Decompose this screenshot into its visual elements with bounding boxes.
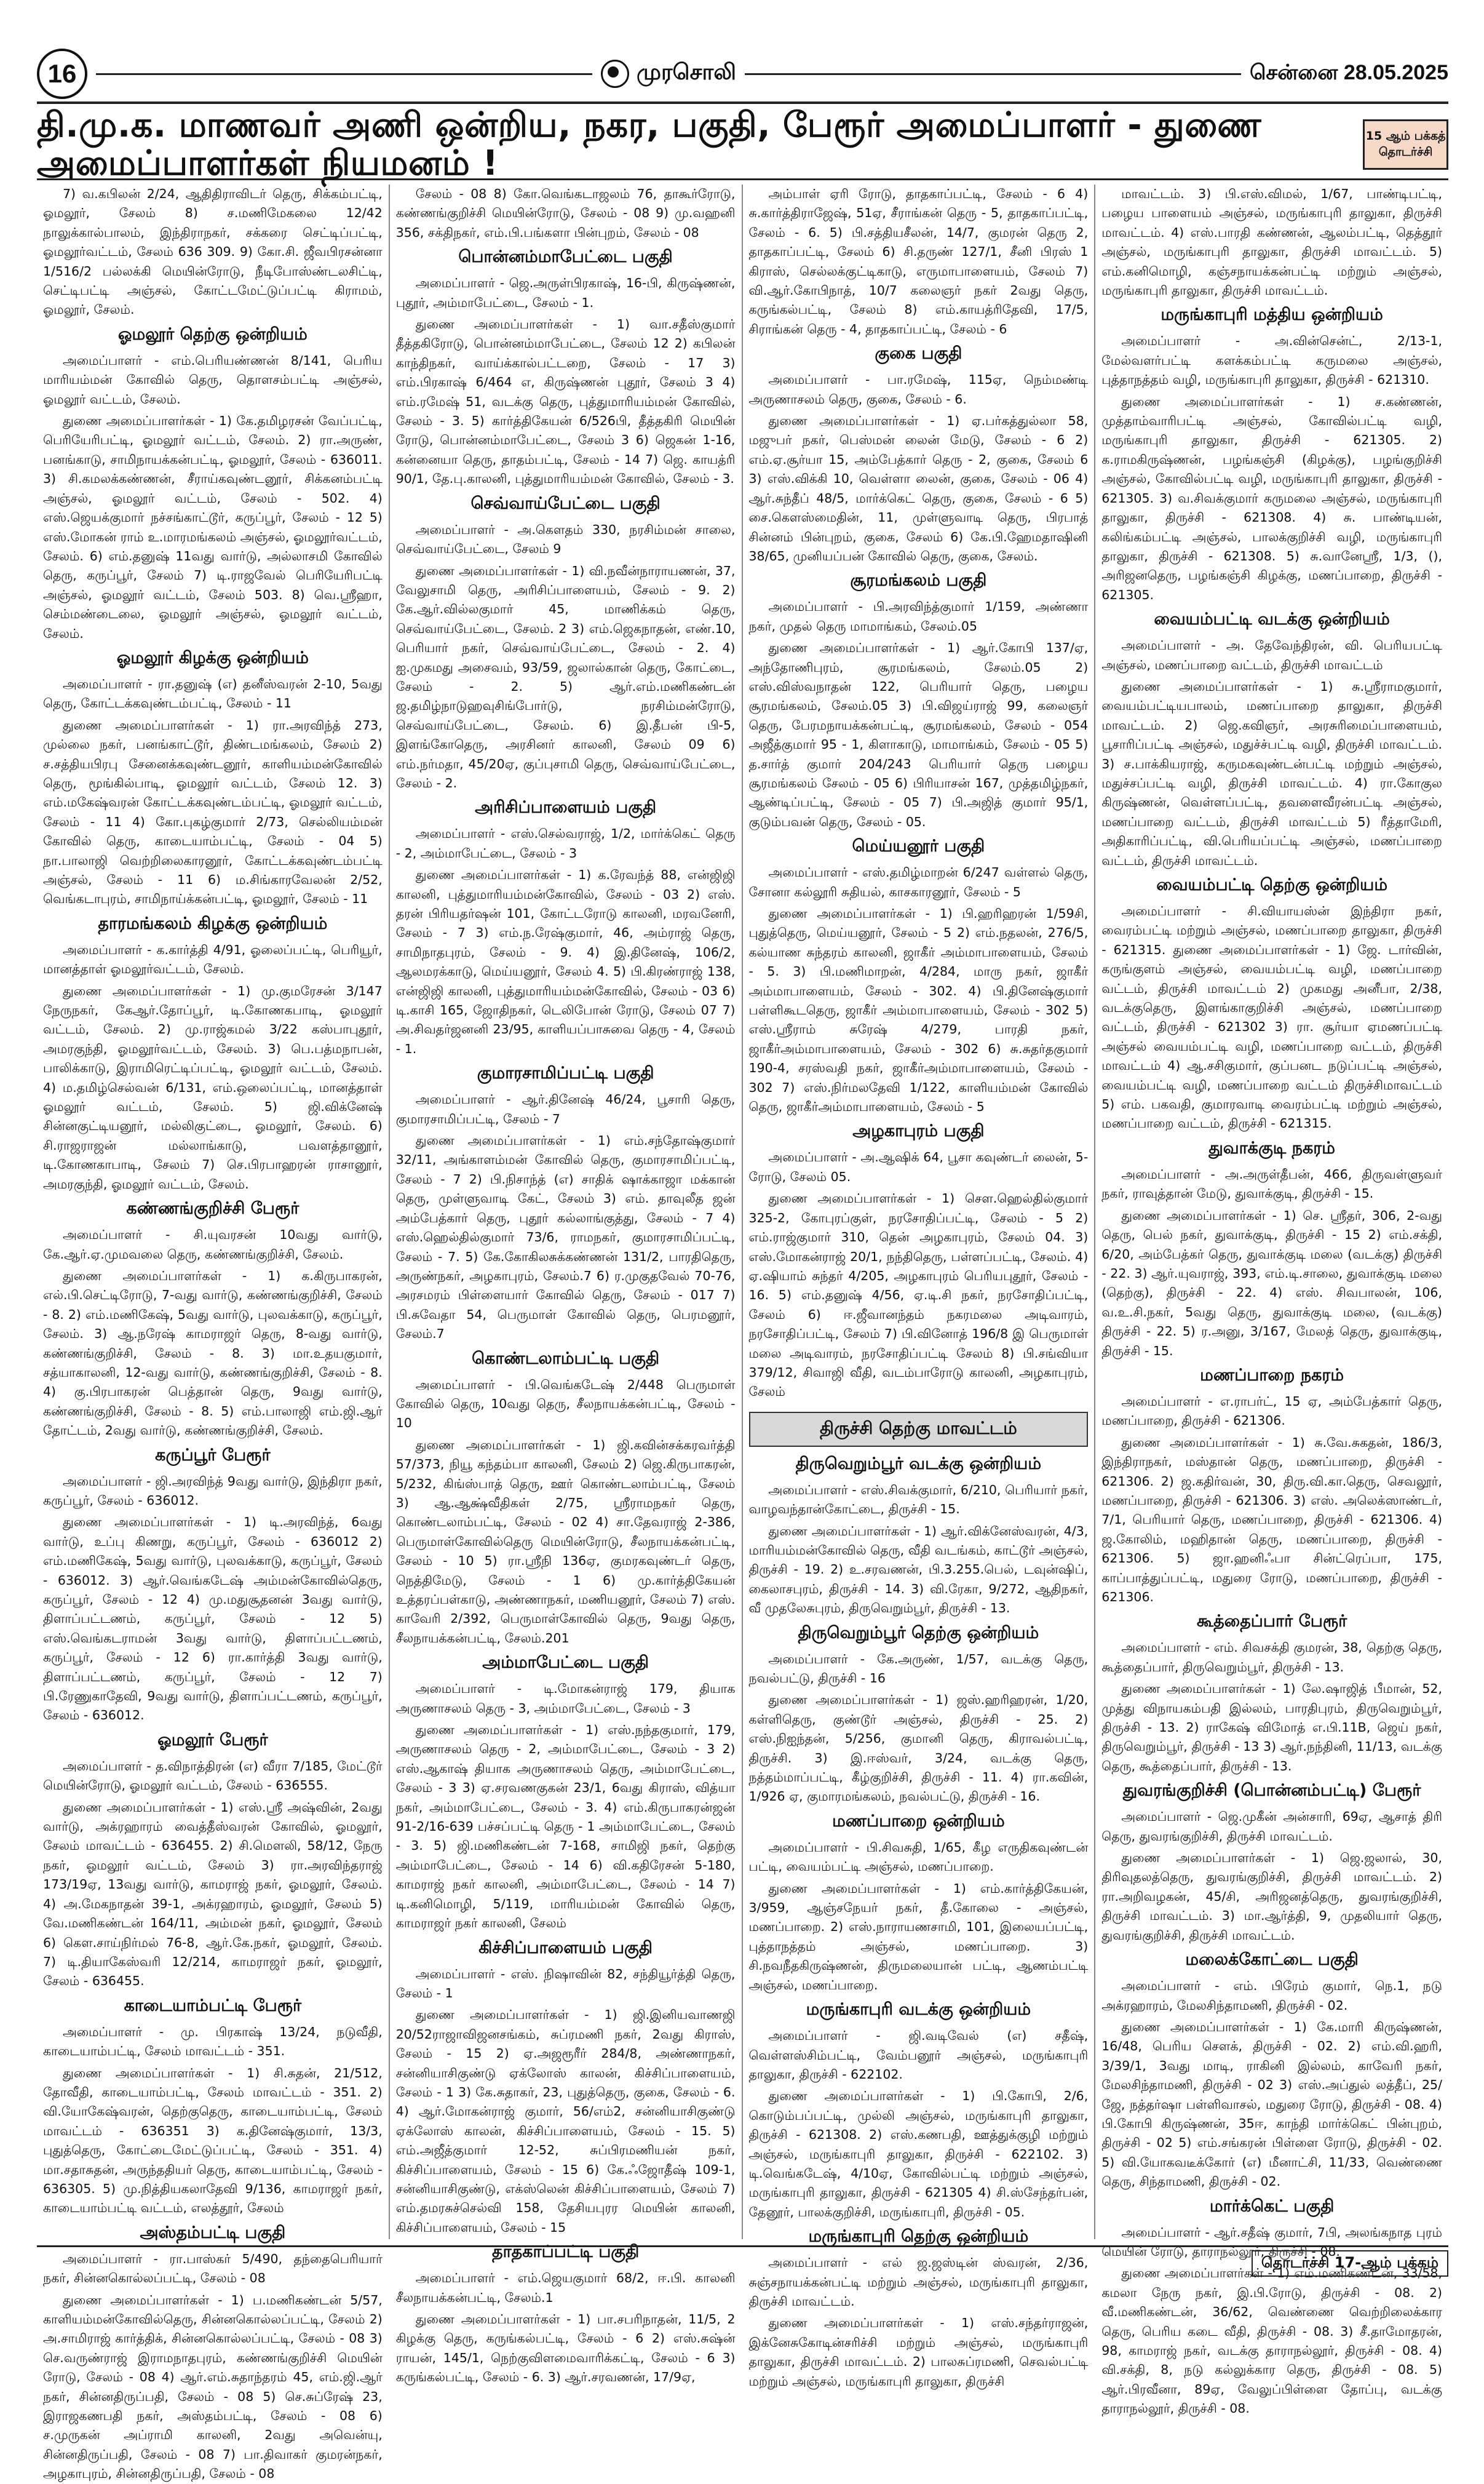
appointment-paragraph: அமைப்பாளர் - அ.கௌதம் 330, நரசிம்மன் சாலை, செவ்வாய்பேட்டை, சேலம் 9 [395, 522, 736, 557]
section-heading: காடையாம்பட்டி பேரூர் [124, 1996, 302, 2015]
appointment-paragraph: அமைப்பாளர் - மு. பிரகாஷ் 13/24, நடுவீதி, காடையாம்பட்டி, சேலம் மாவட்டம் - 351. [43, 2024, 383, 2059]
section-heading: செவ்வாய்பேட்டை பகுதி [470, 493, 661, 513]
continued-on-page: தொடர்ச்சி 17-ஆம் பக்கம் [1252, 2250, 1448, 2277]
appointment-paragraph: துணை அமைப்பாளர்கள் - 1) லே.ஷாஜித் பீமான், 52, முத்து விநாயகம்பதி இல்லம், பாரதிபுரம், திருவெறும்பூர், திருச்சி - 13. 2) ராகேஷ் விமோத் எ.பி.11B, ஜெய் நகர், திருவெறும்பூர், திருச்சி - 13 3) ஆர்.நந்தினி, 11/13, வடக்கு தெரு, கூத்தைப்பார், திருச்சி - 13. [1101, 1681, 1442, 1773]
section-heading: வையம்பட்டி வடக்கு ஒன்றியம் [1154, 610, 1390, 629]
appointment-paragraph: அமைப்பாளர் - ஆர்.தினேஷ் 46/24, பூசாரி தெரு, குமாரசாமிப்பட்டி, சேலம் - 7 [395, 1092, 736, 1126]
section-heading: வையம்பட்டி தெற்கு ஒன்றியம் [1156, 875, 1388, 894]
footer-row [37, 2245, 1448, 2272]
section-heading: திருவெறும்பூர் தெற்கு ஒன்றியம் [798, 1623, 1039, 1642]
section-heading: ஓமலூர் தெற்கு ஒன்றியம் [117, 324, 308, 344]
appointment-paragraph: அமைப்பாளர் - அ.அருள்தீபன், 466, திருவள்ளுவர் நகர், ராவுத்தான் மேடு, துவாக்குடி, திருச்சி - 15. [1101, 1166, 1442, 1201]
appointment-paragraph: துணை அமைப்பாளர்கள் - 1) ஜி.கவின்சக்கரவர்த்தி 57/373, நியூ கந்தம்பா காலனி, சேலம் 2) ஜெ.கிருபாகரன், 5/232, கிங்ஸ்பாத் தெரு, ஊர் கொண்டலாம்பட்டி, சேலம் 3) ஆ.ஆக்ஷ்வீதிகள் 2/75, ஸ்ரீராமநகர் தெரு, கொண்டலாம்பட்டி, சேலம் - 02 4) சா.தேவராஜ் 2-386, பெருமாள்கோவில்தெரு மெயின்ரோடு, சீலநாயக்கன்பட்டி, சேலம் - 10 5) ரா.ஸ்ரீநி 136ஏ, குமரகவுண்டர் தெரு, நெத்திமேடு, சேலம் - 1 6) மு.கார்த்திகேயன் உத்தரப்பள்காடு, அண்ணாநகர், மணியனூர், சேலம் 7) எஸ். காவேரி 2/392, பெருமாள்கோவில் தெரு, 9வது தெரு, சீலநாயக்கன்பட்டி, சேலம்.201 [395, 1437, 736, 1646]
appointment-paragraph: துணை அமைப்பாளர்கள் - 1) ஜெ.ஜலால், 30, திரிவுதலத்தெரு, துவரங்குறிச்சி, திருச்சி மாவட்டம். 2) ரா.அறிவழகன், 45/சி, அரிஜனத்தெரு, துவரங்குறிச்சி, திருச்சி மாவட்டம். 3) மா.ஆர்த்தி, 9, முதலியார் தெரு, துவரங்குறிச்சி, திருச்சி மாவட்டம். [1101, 1850, 1442, 1943]
appointment-paragraph: துணை அமைப்பாளர்கள் - 1) பி.கோபி, 2/6, கொடும்பப்பட்டி, முல்லி அஞ்சல், மருங்காபுரி தாலுகா, திருச்சி - 621308. 2) எஸ்.கணபதி, ஊத்துக்குழி மற்றும் அஞ்சல், மருங்காபுரி தாலுகா, திருச்சி - 622102. 3) டி.வெங்கடேஷ், 4/10ஏ, கோவில்பட்டி மற்றும் அஞ்சல், மருங்காபுரி தாலுகா, திருச்சி - 621305 4) சி.ஸ்சேந்தர்பன், தேனூர், பாலக்குறிச்சி, மருங்காபுரி, திருச்சி - 05. [748, 2088, 1089, 2219]
section-heading: மருங்காபுரி தெற்கு ஒன்றியம் [808, 2227, 1029, 2247]
section-heading: கருப்பூர் பேரூர் [155, 1445, 271, 1465]
appointment-paragraph: அமைப்பாளர் - எஸ்.செல்வராஜ், 1/2, மார்க்கெட் தெரு - 2, அம்மாபேட்டை, சேலம் - 3 [395, 826, 736, 861]
section-heading: குமாரசாமிப்பட்டி பகுதி [477, 1064, 654, 1083]
headline-row [37, 105, 1448, 183]
appointment-paragraph: அமைப்பாளர் - எம்.ஜெயகுமார் 68/2, ஈ.பி. காலனி சீலநாயக்கன்பட்டி, சேலம்.1 [395, 2271, 736, 2305]
appointment-paragraph: அமைப்பாளர் - அ.ஆஷிக் 64, பூசா கவுண்டர் லைன், 5-ரோடு, சேலம் 05. [748, 1150, 1089, 1184]
appointment-paragraph: துணை அமைப்பாளர்கள் - 1) ப.மணிகண்டன் 5/57, காளியம்மன்கோவில்தெரு, சின்னகொல்லப்பட்டி, சேலம் 2) அ.சாமிராஜ் கார்த்திக், சின்னகொல்லப்பட்டி, சேலம் - 08 3) செ.வருண்ராஜ் இராமநாதபுரம், கண்ணங்குறிச்சி மெயின் ரோடு, சேலம் - 08 4) ஆர்.எம்.சுதாந்தரம் 45, எம்.ஜி.ஆர் நகர், சின்னதிருப்பதி, சேலம் - 08 5) செ.சுப்ரேஷ் 23, இராஜகணபதி நகர், அஸ்தம்பட்டி, சேலம் - 08 6) ச.முருகன் அப்ராமி காலனி, 2வது அவென்யு, சின்னதிருப்பதி, சேலம் - 08 7) பா.திவாகர் குமரன்நகர், அழகாபுரம், சின்னதிருப்பதி, சேலம் - 08 [43, 2292, 383, 2482]
section-heading: பொன்னம்மாபேட்டை பகுதி [458, 247, 673, 267]
masthead-rule-right [745, 73, 1241, 75]
section-heading: மலைக்கோட்டை பகுதி [1185, 1950, 1359, 1970]
dateline: சென்னை 28.05.2025 [1249, 60, 1448, 84]
appointment-paragraph: அமைப்பாளர் - எஸ். நிஷாவின் 82, சந்தியூர்த்தி தெரு, சேலம் - 1 [395, 1966, 736, 2000]
appointment-paragraph: துணை அமைப்பாளர்கள் - 1) எம்.சந்தோஷ்குமார் 32/11, அங்காளம்மன் கோவில் தெரு, குமாரசாமிப்பட்டி, சேலம் - 7 2) பி.நிசாந்த் (எ) சாதிக் ஷாக்காஜா மக்கான் தெரு, முள்ளுவாடி கேட், சேலம் 3) எம். தாவுலீத ஜன் அம்பேத்கார் தெரு, புதூர் கல்லாங்குத்து, சேலம் - 7 4) எஸ்.ஹெல்தில்குமார் 73/6, ராமநகர், குமாரசாமிப்பட்டி, சேலம் - 7. 5) கே.கோகிலசுக்கண்ணன் 131/2, பாரதிதெரு, அருண்நகர், அழகாபுரம், சேலம்.7 6) ர.முகுதவேல் 70-76, அரசமரம் பிள்ளையார் கோவில் தெரு, சேலம் - 017 7) பி.சுவேதா 54, பெருமாள் கோவில் தெரு, பெரமனூர், சேலம்.7 [395, 1133, 736, 1342]
appointment-paragraph: அமைப்பாளர் - பி.வெங்கடேஷ் 2/448 பெருமாள் கோவில் தெரு, 10வது தெரு, சீலநாயக்கன்பட்டி, சேலம் - 10 [395, 1377, 736, 1431]
article-column-2 [390, 185, 743, 2385]
appointment-paragraph: அமைப்பாளர் - ஜி.வடிவேல் (எ) சதீஷ், வெள்ளஸ்சிம்பட்டி, வேம்பனூர் அஞ்சல், மருங்காபுரி தாலுகா, திருச்சி - 622102. [748, 2028, 1089, 2082]
appointment-paragraph: துணை அமைப்பாளர்கள் - 1) ச.கண்ணன், முத்தாம்வாரிபட்டி அஞ்சல், கோவில்பட்டி வழி, மருங்காபுரி தாலுகா, திருச்சி - 621305. 2) க.ராமகிருஷ்ணன், பழங்கஞ்சி (கிழக்கு), பழங்குறிச்சி அஞ்சல், கோவில்பட்டி வழி, மருங்காபுரி தாலுகா, திருச்சி - 621305. 3) வ.சிவக்குமார் கருமலை அஞ்சல், மருங்காபுரி தாலுகா, திருச்சி - 621308. 4) சு. பாண்டியன், கலிங்கம்பட்டி அஞ்சல், பாலக்குறிச்சி வழி, மருங்காபுரி தாலுகா, திருச்சி - 621308. 5) சு.வானேஸ்ரீ, 1/3, (), அரிஜனதெரு, பழங்கஞ்சி கிழக்கு, மணப்பாறை, திருச்சி - 621305. [1101, 394, 1442, 602]
appointment-paragraph: சேலம் - 08 8) கோ.வெங்கடாஜலம் 76, தாகூர்ரோடு, கண்ணங்குறிச்சி மெயின்ரோடு, சேலம் - 08 9) மு.வஹனி 356, சக்திநகர், எம்.பி.பங்களா பின்புறம், சேலம் - 08 [395, 186, 736, 240]
appointment-paragraph: அமைப்பாளர் - எம். பிரேம் குமார், நெ.1, நடு அக்ரஹாரம், மேலசிந்தாமணி, திருச்சி - 02. [1101, 1978, 1442, 2013]
appointment-paragraph: துணை அமைப்பாளர்கள் - 1) வி.நவீன்நாராயணன், 37, வேலுசாமி தெரு, அரிசிப்பாளையம், சேலம் - 9. 2) கே.ஆர்.வில்லகுமார் 45, மாணிக்கம் தெரு, செவ்வாய்பேட்டை, சேலம். 2 3) எம்.ஜெகநாதன், எண்.10, பெரியார் நகர், செவ்வாய்பேட்டை, சேலம் - 2. 4) ஐ.முகமது அசைவம், 93/59, ஜலால்கான் தெரு, கோட்டை, சேலம் - 2. 5) ஆர்.எம்.மணிகண்டன் ஜ.தமிழ்நாடுஹவுசிங்போர்டு, நரசிம்மன்ரோடு, செவ்வாய்பேட்டை, சேலம். 6) இ.தீபன் பி-5, இளங்கோதெரு, அரசினர் காலனி, சேலம் 09 6) எம்.நர்மதா, 45/20ஏ, குப்புசாமி தெரு, செவ்வாய்பேட்டை, சேலம் - 2. [395, 563, 736, 790]
appointment-paragraph: துணை அமைப்பாளர்கள் - 1) ஏ.பர்கத்துல்லா 58, மஜுபர் நகர், பெஸ்மன் லைன் மேடு, சேலம் - 6 2) எம்.ஏ.சூர்யா 15, அம்பேத்கார் தெரு - 2, குகை, சேலம் 6 3) எஸ்.விக்கி 10, வெள்ளா லைன், குகை, சேலம் - 06 4) ஆர்.சுந்தீப் 48/5, மார்க்கெட் தெரு, குகை, சேலம் - 6 5) சை.கௌஸ்மைதின், 11, முள்ளுவாடி தெரு, பிரபாத் சின்னம் பின்புறம், குகை, சேலம் 6) கே.பி.ஹேமதாஷினி 38/65, முனியப்பன் கோவில் தெரு, குகை, சேலம். [748, 413, 1089, 563]
continuation-line-1: 15 ஆம் பக்கத் [1365, 129, 1446, 143]
masthead-rule-left [96, 73, 592, 75]
appointment-paragraph: அமைப்பாளர் - சி.வியாயஸ்ன் இந்திரா நகர், வைரம்பட்டி மற்றும் அஞ்சல், மணப்பாறை தாலுகா, திருச்சி - 621315. துணை அமைப்பாளர்கள் - 1) ஜே. டார்வின், கருங்குளம் அஞ்சல், வையம்பட்டி வழி, மணப்பாறை வட்டம், திருச்சி மாவட்டம் 2) முகமது அனீபா, 2/38, வடக்குதெரு, இளங்காகுறிச்சி அஞ்சல், மணப்பாறை வட்டம், திருச்சி - 621302 3) ரா. சூர்யா ஏமணப்பட்டி அஞ்சல் வையம்பட்டி வழி, மணப்பாறை வட்டம், திருச்சி மாவட்டம் 4) ஆ.சசிகுமார், குப்பனட நடுப்பட்டி அஞ்சல், வையம்பட்டி வழி, மணப்பாறை வட்டம் திருச்சிமாவட்டம் 5) எம். பகவதி, குமாரவாடி வைரம்பட்டி மற்றும் அஞ்சல், மணப்பாறை வட்டம், திருச்சி - 621315. [1101, 904, 1442, 1131]
section-heading: மருங்காபுரி வடக்கு ஒன்றியம் [806, 2000, 1031, 2020]
appointment-paragraph: துணை அமைப்பாளர்கள் - 1) ரா.அரவிந்த் 273, முல்லை நகர், பனங்காட்டூர், திண்டமங்கலம், சேலம் 2) ச.சத்தியபிரபு சேனைக்கவுண்டனூர், காளியம்மன்கோவில் தெரு, மூங்கில்பாடி, ஓமலூர் வட்டம், சேலம் 12. 3) எம்.மகேஷ்வரன் கோட்டக்கவுண்டம்பட்டி, ஓமலூர் வட்டம், சேலம் - 11 4) கோ.புகழ்குமார் 2/73, செல்லியம்மன் கோவில் தெரு, காடையாம்பட்டி, சேலம் - 04 5) நா.பாலாஜி வெற்றிலைகாரனூர், கோட்டக்கவுண்டம்பட்டி அஞ்சல், சேலம் - 11 6) ம.சிங்காரவேலன் 2/52, வெங்கடாபுரம், சாமிநாய்க்கன்பட்டி, ஓமலூர், சேலம் - 11 [43, 717, 383, 907]
section-heading: கிச்சிப்பாளையம் பகுதி [478, 1938, 653, 1957]
masthead-brand [601, 60, 736, 88]
section-heading: சூரமங்கலம் பகுதி [850, 571, 987, 591]
appointment-paragraph: துணை அமைப்பாளர்கள் - 1) ஜி.இனியவாணஜி 20/52ராஜாவிஜனசங்கம், சுப்ரமணி நகர், 2வது கிராஸ், சேலம் - 15 2) ஏ.அஜரூரீர் 284/8, அண்ணாநகர், சன்னியாசிகுண்டு ஏக்லோஸ் காலன், கிச்சிப்பாளையம், சேலம் - 1 3) கே.சுதாகர், 23, புதுத்தெரு, குகை, சேலம் - 6. 4) ஆர்.மோகன்ராஜ் குமார், 56/எம்2, சன்னியாசிகுண்டு ஏக்லோஸ் காலன், கிச்சிப்பாளையம், சேலம் - 15. 5) எம்.அஜீத்குமார் 12-52, சுப்பிரமணியன் நகர், கிச்சிப்பாளையம், சேலம் - 15 6) கே.ஃஜோதீஷ் 109-1, சன்னியாசிகுண்டு, எக்ஸ்லென் கிச்சிப்பாளையம், சேலம் 7) எம்.தமரசுச்செல்வி 158, தேசியபுரர மெயின் காலனி, கிச்சிப்பாளையம், சேலம் - 15 [395, 2007, 736, 2235]
appointment-paragraph: அமைப்பாளர் - ரா.பாஸ்கர் 5/490, தந்தைபெரியார் நகர், சின்னகொல்லப்பட்டி, சேலம் - 08 [43, 2251, 383, 2286]
section-heading: துவாக்குடி நகரம் [1208, 1138, 1335, 1158]
section-heading: அஸ்தம்பட்டி பகுதி [140, 2223, 286, 2242]
appointment-paragraph: துணை அமைப்பாளர்கள் - 1) க.கிருபாகரன், எல்.பி.செட்டிரோடு, 7-வது வார்டு, கண்ணங்குறிச்சி, சேலம் - 8. 2) எம்.மணிகேஷ், 5வது வார்டு, புலவக்காடு, கருப்பூர், சேலம். 3) ஆ.நரேஷ் காமராஜர் தெரு, 8-வது வார்டு, கண்ணங்குறிச்சி, சேலம் - 8. 3) மா.உதயகுமார், சத்யாகாலனி, 12-வது வார்டு, கண்ணங்குறிச்சி, சேலம் - 8. 4) கு.பிரபாகரன் பெத்தான் தெரு, 9வது வார்டு, கண்ணங்குறிச்சி, சேலம் - 8. 5) எம்.பாலாஜி எம்.ஜி.ஆர் தோட்டம், 2வது வார்டு, கண்ணங்குறிச்சி, சேலம். [43, 1268, 383, 1438]
appointment-paragraph: அமைப்பாளர் - எஸ்.சிவக்குமார், 6/210, பெரியார் நகர், வாழவந்தான்கோட்டை, திருச்சி - 15. [748, 1482, 1089, 1517]
main-headline: தி.மு.க. மாணவர் அணி ஒன்றிய, நகர, பகுதி, பேரூர் அமைப்பாளர் - துணை அமைப்பாளர்கள் நியமனம் ! [37, 105, 1261, 183]
page-number: 16 [37, 49, 87, 99]
continuation-line-2: தொடர்ச்சி [1378, 145, 1433, 159]
appointment-paragraph: அமைப்பாளர் - பி.சிவசுதி, 1/65, கீழ எருதிகவுண்டன் பட்டி, வையம்பட்டி அஞ்சல், மணப்பாறை. [748, 1839, 1089, 1874]
appointment-paragraph: அமைப்பாளர் - எ.ராபர்ட், 15 ஏ, அம்பேத்கார் தெரு, மணப்பாறை, திருச்சி - 621306. [1101, 1393, 1442, 1428]
newspaper-logo-icon [601, 60, 629, 88]
section-heading: அம்மாபேட்டை பகுதி [482, 1653, 649, 1673]
appointment-paragraph: துணை அமைப்பாளர்கள் - 1) பி.ஹரிஹரன் 1/59சி, புதுத்தெரு, மெய்யனூர், சேலம் - 5 2) எம்.நதலன், 276/5, கல்யாண சுந்தரம் காலனி, ஜாகீர் அம்மாபாளையம், சேலம் - 5. 3) பி.மணிமாறன், 4/284, மாரு நகர், ஜாகீர் அம்மாபாளையம், சேலம் - 302. 4) பி.தினேஷ்குமார் பள்ளிகூடதெரு, ஜாகீர் அம்மாபாளையம், சேலம் - 302 5) எஸ்.ஸ்ரீராம் சுரேஷ் 4/279, பாரதி நகர், ஜாகீர்அம்மாபாளையம், சேலம் - 302 6) சு.சுதர்தகுமார் 190-4, சரஸ்வதி நகர், ஜாகீர்அம்மாபாளையம், சேலம் - 302 7) எஸ்.நிர்மலதேவி 1/122, காளியம்மன் கோவில் தெரு, ஜாகீர்அம்மாபாளையம், சேலம் - 5 [748, 906, 1089, 1115]
district-heading: திருச்சி தெற்கு மாவட்டம் [749, 1412, 1089, 1447]
section-heading: தாரமங்கலம் கிழக்கு ஒன்றியம் [98, 914, 328, 933]
appointment-paragraph: துணை அமைப்பாளர்கள் - 1) ஜஸ்.ஹரிஹரன், 1/20, கள்ளிதெரு, குண்டூர் அஞ்சல், திருச்சி - 25. 2) எஸ்.நிஐந்தன், 5/256, குமானி தெரு, கிராவல்பட்டி, திருச்சி. 3) இ.ஈஸ்வர், 3/24, வடக்கு தெரு, நத்தம்மாப்பட்டி, கீழ்குறிச்சி, திருச்சி - 11. 4) ரா.கவின், 1/926 ஏ, குமாரமங்கலம், நவல்பட்டு, திருச்சி - 16. [748, 1692, 1089, 1804]
section-heading: மருங்காபுரி மத்திய ஒன்றியம் [1161, 305, 1383, 325]
appointment-paragraph: துணை அமைப்பாளர்கள் - 1) சௌ.ஹெல்தில்குமார் 325-2, கோபுரப்குள், நரசோதிப்பட்டி, சேலம் - 5 2) எம்.ராஜ்குமார் 310, தென் அழகாபுரம், சேலம் 04. 3) எஸ்.மோகன்ராஜ் 20/1, நந்திதெரு, பள்ளப்பட்டி, சேலம். 4) ஏ.ஷியாம் சுந்தர் 4/205, அழகாபுரம் பெரியபுதூர், சேலம் - 16. 5) எம்.தனுஷ் 4/56, ஏ.டி.சி நகர், நரசோதிப்பட்டி, சேலம் 6) ஈ.ஜீவானந்தம் நகரமலை அடிவாரம், நரசோதிப்பட்டி, சேலம் 7) பி.வினோத் 196/8 இ பெருமாள் மலை அடிவாரம், நரசோதிப்பட்டி சேலம் 8) பி.சங்வியா 379/12, சிவாஜி வீதி, வடம்பாரோடு காலனி, அழகாபுரம், சேலம் [748, 1191, 1089, 1399]
section-heading: தாதகாப்பட்டி பகுதி [491, 2242, 640, 2262]
appointment-paragraph: அமைப்பாளர் - எம். சிவசக்தி குமரன், 38, தெற்கு தெரு, கூத்தைப்பார், திருவெறும்பூர், திருச்சி - 13. [1101, 1640, 1442, 1674]
appointment-paragraph: துணை அமைப்பாளர்கள் - 1) சி.சுதன், 21/512, தோவீதி, காடையாம்பட்டி, சேலம் மாவட்டம் - 351. 2) வி.யோகேஷ்வரன், தெற்குதெரு, காடையாம்பட்டி, சேலம் மாவட்டம் - 636351 3) க.தினேஷ்குமார், 13/3, புதுத்தெரு, கோட்டைமேட்டுப்பட்டி, சேலம் - 351. 4) மா.சதாசுதன், அருந்ததியர் தெரு, காடையாம்பட்டி, சேலம் - 636305. 5) மு.நித்தியகலாதேவி 9/136, காமராஜர் நகர், காடையாம்பட்டி வட்டம், எலத்தூர், சேலம் [43, 2065, 383, 2216]
appointment-paragraph: அமைப்பாளர் - எஸ்.தமிழ்மாறன் 6/247 வள்ளல் தெரு, சோனா கல்லூரி சுதியல், காசகாரனூர், சேலம் - 5 [748, 865, 1089, 899]
appointment-paragraph: துணை அமைப்பாளர்கள் - 1) செ. ஸ்ரீதர், 306, 2-வது தெரு, பெல் நகர், துவாக்குடி, திருச்சி - 15 2) எம்.சக்தி, 6/20, அம்பேத்கர் தெரு, துவாக்குடி மலை (வடக்கு) திருச்சி - 22. 3) ஆர்.யுவராஜ், 393, எம்.டி.சாலை, துவாக்குடி மலை (தெற்கு), திருச்சி - 22. 4) எஸ். சிவபாலன், 106, வ.உ.சி.நகர், 5வது தெரு, துவாக்குடி மலை, (வடக்கு) திருச்சி - 22. 5) ர.அனு, 3/167, மேலத் தெரு, துவாக்குடி, திருச்சி - 15. [1101, 1208, 1442, 1358]
section-heading: திருவெறும்பூர் வடக்கு ஒன்றியம் [795, 1454, 1042, 1473]
appointment-paragraph: அமைப்பாளர் - பா.ரமேஷ், 115ஏ, நெம்மண்டி அருணாசலம் தெரு, குகை, சேலம் - 6. [748, 372, 1089, 407]
appointment-paragraph: துணை அமைப்பாளர்கள் - 1) ஆர்.விக்னேஸ்வரன், 4/3, மாரியம்மன்கோவில் தெரு, வீதி வடங்கம், காட்டூர் அஞ்சல், திருச்சி - 19. 2) உ.சரவணன், பி.3.255.பெல், டவுன்ஷிப், கைலாசபுரம், திருச்சி - 14. 3) வி.ரேகா, 9/272, ஆதிநகர், வீ முதலேசுபுரம், திருவெறும்பூர், திருச்சி - 13. [748, 1523, 1089, 1616]
appointment-paragraph: அமைப்பாளர் - க.கார்த்தி 4/91, ஓலைப்பட்டி, பெரியூர், மானத்தாள் ஓமலூர்வட்டம், சேலம். [43, 942, 383, 977]
appointment-paragraph: 7) வ.கபிலன் 2/24, ஆதிதிராவிடர் தெரு, சிக்கம்பட்டி, ஓமலூர், சேலம் 8) ச.மணிமேகலை 12/42 நாலுக்கால்பாலம், இந்திராநகர், சக்கரை செட்டிப்பட்டி, ஓமலூர்வட்டம், சேலம் 636 309. 9) கோ.சி. ஜீவபிரசன்னா 1/516/2 பல்லக்கி மெயின்ரோடு, நீடிபோஸ்ண்டலசிட்டி, செட்டிபட்டி அஞ்சல், கோட்டமேட்டுப்பட்டி கிராமம், ஓமலூர், சேலம். [43, 186, 383, 317]
appointment-paragraph: அமைப்பாளர் - கே.அருண், 1/57, வடக்கு தெரு, நவல்பட்டு, திருச்சி - 16 [748, 1651, 1089, 1686]
appointment-paragraph: துணை அமைப்பாளர்கள் - 1) டி.அரவிந்த், 6வது வார்டு, உப்பு கிணறு, கருப்பூர், சேலம் - 636012 2) எம்.மணிகேஷ், 5வது வார்டு, புலவக்காடு, கருப்பூர், சேலம் - 636012. 3) ஆர்.வெங்கடேஷ் அம்மன்கோவில்தெரு, கருப்பூர், சேலம் - 12 4) மு.மதுசூதனன் 3வது வார்டு, திளாப்பட்டணம், கருப்பூர், சேலம் - 12 5) எஸ்.வெங்கடராமன் 3வது வார்டு, திளாப்பட்டணம், கருப்பூர், சேலம் - 12 6) ரா.கார்த்தி 3வது வார்டு, திளாப்பட்டணம், கருப்பூர், சேலம் - 12 7) பி.ரேணுகாதேவி, 9வது வார்டு, திளாப்பட்டணம், கருப்பூர், சேலம் - 636012. [43, 1515, 383, 1723]
article-column-1 [37, 185, 390, 2482]
appointment-paragraph: துணை அமைப்பாளர்கள் - 1) கே.தமிழரசன் வேப்பட்டி, பெரியேரிபட்டி, ஓமலூர் வட்டம், சேலம். 2) ரா.அருண், பனங்காடு, சாமிநாயக்கன்பட்டி, ஓமலூர், சேலம் - 636011. 3) சி.கமலக்கண்ணன், சீராய்கவுண்டனூர், சிக்கனம்பட்டி அஞ்சல், ஓமலூர் வட்டம், சேலம் - 502. 4) எஸ்.ஜெயக்குமார் நச்சங்காட்டூர், கருப்பூர், சேலம் - 12 5) எஸ்.மோகன் ராம் உ.மாரமங்கலம் அஞ்சல், ஓமலூர்வட்டம், சேலம். 6) எம்.தனுஷ் 11வது வார்டு, அல்லாசமி கோவில் தெரு, கருப்பூர், சேலம் 7) டி.ராஜவேல் பெரியேரிபட்டி அஞ்சல், ஓமலூர் வட்டம், சேலம் 503. 8) வெ.ஸ்ரீஹா, செம்மண்டைலை, ஓமலூர் அஞ்சல், ஓமலூர் வட்டம், சேலம். [43, 413, 383, 641]
appointment-paragraph: அமைப்பாளர் - சி.யுவரசன் 10வது வார்டு, கே.ஆர்.ஏ.முமவலை தெரு, கண்ணங்குறிச்சி, சேலம். [43, 1227, 383, 1262]
appointment-paragraph: அமைப்பாளர் - ரா.தனுஷ் (எ) தனீஸ்வரன் 2-10, 5வது தெரு, கோட்டக்கவுண்டம்பட்டி, சேலம் - 11 [43, 676, 383, 711]
appointment-paragraph: அமைப்பாளர் - ஆர்.சதீஷ் குமார், 7பி, அலங்கநாத புரம் மெயின் ரோடு, தாராநல்லூர், திருச்சி - 08. [1101, 2224, 1442, 2259]
appointment-paragraph: அமைப்பாளர் - த.விநாத்திரன் (எ) வீரா 7/185, மேட்டூர் மெயின்ரோடு, ஓமலூர் வட்டம், சேலம் - 636555. [43, 1758, 383, 1793]
section-heading: ஓமலூர் பேரூர் [157, 1730, 268, 1750]
section-heading: துவரங்குறிச்சி (பொன்னம்பட்டி) பேரூர் [1122, 1781, 1421, 1801]
appointment-paragraph: துணை அமைப்பாளர்கள் - 1) எம்.கார்த்திகேயன், 3/959, ஆஞ்சநேயர் நகர், தீ.கோலை - அஞ்சல், மணப்பாறை. 2) எஸ்.நாராயணசாமி, 101, இலையப்பட்டி, புத்தாநத்தம் அஞ்சல், மணப்பாறை. 3) சி.நவநீதகிருஷ்ணன், திருமலையான் பட்டி, ஆணம்பட்டி அஞ்சல், மணப்பாறை. [748, 1881, 1089, 1992]
appointment-paragraph: அமைப்பாளர் - ஜெ.முகீன் அன்சாரி, 69ஏ, ஆசாத் திரி தெரு, துவரங்குறிச்சி, திருச்சி மாவட்டம். [1101, 1809, 1442, 1844]
section-heading: ஓமலூர் கிழக்கு ஒன்றியம் [116, 648, 309, 667]
appointment-paragraph: மாவட்டம். 3) பி.எஸ்.விமல், 1/67, பாண்டிபட்டி, பழைய பாளையம் அஞ்சல், மருங்காபுரி தாலுகா, திருச்சி மாவட்டம். 4) எஸ்.பாரதி கண்ணன், ஆலம்பட்டி, தெத்தூர் அஞ்சல், மருங்காபுரி தாலுகா, திருச்சி மாவட்டம். 5) எம்.கனிமொழி, கஞ்சநாயக்கன்பட்டி மற்றும் அஞ்சல், மருங்காபுரி தாலுகா, திருச்சி மாவட்டம். [1101, 186, 1442, 298]
appointment-paragraph: அமைப்பாளர் - பி.அரவிந்த்குமார் 1/159, அண்ணா நகர், முதல் தெரு மாமாங்கம், சேலம்.05 [748, 599, 1089, 634]
section-heading: அரிசிப்பாளையம் பகுதி [475, 798, 657, 818]
appointment-paragraph: துணை அமைப்பாளர்கள் - 1) வா.சதீஸ்குமார் தீத்தகிரோடு, பொன்னம்மாபேட்டை, சேலம் 12 2) கபிலன் காந்திநகர், வாய்க்கால்பட்டறை, சேலம் - 17 3) எம்.பிரகாஷ் 6/464 எ, கிருஷ்ணன் புதூர், சேலம் 3 4) எம்.ரமேஷ் 51, வடக்கு தெரு, புத்துமாரியம்மன் கோவில், சேலம் - 3. 5) கார்த்திகேயன் 6/526பி, தீத்தகிரி மெயின் ரோடு, பொன்னம்மாபேட்டை, சேலம் 3 6) ஜெகன் 1-16, கன்னையா தெரு, தாதம்பட்டி, சேலம் - 14 7) ஜெ. காயத்ரி 90/1, தே.பு.காலனி, புத்துமாரியம்மன் கோவில், சேலம் - 3. [395, 317, 736, 487]
appointment-paragraph: அமைப்பாளர் - ஜெ.அருள்பிரகாஷ், 16-பி, கிருஷ்ணன், புதூர், அம்மாபேட்டை, சேலம் - 1. [395, 276, 736, 310]
appointment-paragraph: அமைப்பாளர் - ஜி.அரவிந்த் 9வது வார்டு, இந்திரா நகர், கருப்பூர், சேலம் - 636012. [43, 1473, 383, 1508]
appointment-paragraph: அமைப்பாளர் - எல் ஜ.ஜஸ்டின் ஸ்வரன், 2/36, சுஞ்சநாயக்கன்பட்டி மற்றும் அஞ்சல், மருங்காபுரி தாலுகா, திருச்சி மாவட்டம். [748, 2255, 1089, 2309]
appointment-paragraph: துணை அமைப்பாளர்கள் - 1) பா.சபரிநாதன், 11/5, 2 கிழக்கு தெரு, கருங்கல்பட்டி, சேலம் - 6 2) எஸ்.சுஷ்ன் ராயன், 145/1, நெற்குவிளமைவாரிக்கட்டி, சேலம் - 6 3) கருங்கல்பட்டி, சேலம் - 6. 3) ஆர்.சரவணன், 17/9ஏ, [395, 2312, 736, 2385]
appointment-paragraph: அம்பாள் ஏரி ரோடு, தாதகாப்பட்டி, சேலம் - 6 4) சு.கார்த்திராஜேஷ், 51ஏ, சீராங்கன் தெரு - 5, தாதகாப்பட்டி, சேலம் - 6. 5) பி.சத்தியசீலன், 14/7, குமரன் தெரு 2, தாதகாப்பட்டி, சேலம் 6) சி.தருண் 127/1, சீனி பிரஸ் 1 கிராஸ், செல்லக்குட்டிகாடு, எருமாபாளையம், சேலம் 7) வி.ஆர்.கோபிநாத், 10/7 கலைஞர் நகர் 2வது தெரு, கருங்கல்பட்டி, சேலம் 8) எம்.காயத்ரிதேவி, 17/5, சிராங்கன் தெரு - 4, தாதகாப்பட்டி, சேலம் - 6 [748, 186, 1089, 336]
appointment-paragraph: துணை அமைப்பாளர்கள் - 1) எம்.மணிகண்டன், 33/58, கமலா நேரு நகர், இ.பி.ரோடு, திருச்சி - 08. 2) வீ.மணிகண்டன், 36/62, வெண்ணை வெற்றிலைக்கார தெரு, பெரிய கடை வீதி, திருச்சி - 08. 3) சீ.தாமோதரன், 98, காமராஜ் நகர், வடக்கு தாராநல்லூர், திருச்சி - 08. 4) வி.சக்தி, 8, நடு கல்லுக்கார தெரு, திருச்சி - 08. 5) ஆர்.பிரவீனா, 89ஏ, வேலுப்பிள்ளை தோப்பு, வடக்கு தாராநல்லூர், திருச்சி - 08. [1101, 2266, 1442, 2416]
appointment-paragraph: அமைப்பாளர் - அ. தேவேந்திரன், வி. பெரியபட்டி அஞ்சல், மணப்பாறை வட்டம், திருச்சி மாவட்டம் [1101, 638, 1442, 672]
appointment-paragraph: துணை அமைப்பாளர்கள் - 1) க.ரேவந்த் 88, என்ஜிஜி காலனி, புத்துமாரியம்மன்கோவில், சேலம் - 03 2) எஸ். தரன் பிரியதர்ஷன் 101, கோட்டரோடு காலனி, மரவனேரி, சேலம் - 7 3) எம்.ந.ரேஷ்குமார், 46, அம்ராஜ் தெரு, சாமிநாதபுரம், சேலம் - 9. 4) இ.தினேஷ், 106/2, ஆலமரக்காடு, மெய்யனூர், சேலம் 4. 5) பி.கிரண்ராஜ் 138, என்ஜிஜி காலனி, புத்துமாரியம்மன்கோவில், சேலம் - 03 6) டி.காசி 165, ஜோதிநகர், டெலிபோன் ரோடு, சேலம் 07 7) அ.சிவதர்ஜனனி 23/95, காளியப்பாசுவை தெரு - 4, சேலம் - 1. [395, 867, 736, 1056]
section-heading: அழகாபுரம் பகுதி [852, 1121, 985, 1141]
section-heading: மணப்பாறை நகரம் [1200, 1365, 1344, 1385]
section-heading: கண்ணங்குறிச்சி பேரூர் [126, 1199, 300, 1219]
section-heading: கூத்தைப்பார் பேரூர் [1196, 1612, 1347, 1631]
section-heading: கொண்டலாம்பட்டி பகுதி [472, 1348, 660, 1368]
section-heading: மார்க்கெட் பகுதி [1209, 2196, 1335, 2216]
paper-name: முரசொலி [636, 60, 736, 85]
appointment-paragraph: துணை அமைப்பாளர்கள் - 1) எஸ்.நந்தகுமார், 179, அருணாசலம் தெரு - 2, அம்மாபேட்டை, சேலம் - 3 2) எஸ்.ஆகாஷ் தியாக அருணாசலம் தெரு, அம்மாபேட்டை, சேலம் - 3 3) ஏ.சரவணகுகன் 23/1, 6வது கிராஸ், வித்யா நகர், அம்மாபேட்டை, சேலம் - 3. 4) எம்.கிருபாகரன்ஜன் 91-2/16-639 பச்சப்பட்டி தெரு - 1 அம்மாபேட்டை, சேலம் - 3. 5) ஜி.மணிகண்டன் 7-168, சாமிஜி நகர், தெற்கு அம்மாபேட்டை, சேலம் - 14 6) வி.கதிரேசன் 5-180, காமராஜ் நகர் காலனி, அம்மாபேட்டை, சேலம் - 14 7) டி.கனிமொழி, 5/119, மாரியம்மன் கோவில் தெரு, காமராஜர் நகர் காலனி, சேலம் [395, 1722, 736, 1931]
continuation-box [1363, 119, 1448, 170]
appointment-paragraph: அமைப்பாளர் - அ.வின்சென்ட், 2/13-1, மேல்வளர்பட்டி களக்கம்பட்டி கருமலை அஞ்சல், புத்தாநத்தம் வழி, மருங்காபுரி தாலுகா, திருச்சி - 621310. [1101, 333, 1442, 388]
appointment-paragraph: அமைப்பாளர் - டி.மோகன்ராஜ் 179, தியாக அருணாசலம் தெரு - 3, அம்மாபேட்டை, சேலம் - 3 [395, 1681, 736, 1716]
appointment-paragraph: துணை அமைப்பாளர்கள் - 1) சு.வே.சுகதன், 186/3, இந்திராநகர், மஸ்தான் தெரு, மணப்பாறை, திருச்சி - 621306. 2) ஜ.கதிர்வன், 30, திரு.வி.கா.தெரு, செவலூர், மணப்பாறை, திருச்சி - 621306. 3) எஸ். அலெக்ஸாண்டர், 7/1, பெரியார் தெரு, மணப்பாறை, திருச்சி - 621306. 4) ஜ.கோலிம், மஹிதான் தெரு, மணப்பாறை, திருச்சி - 621306. 5) ஜா.ஹனிஃபா சின்ட்ரெப்பா, 175, காப்பாத்துப்பட்டி, மதுரை ரோடு, மணப்பாறை, திருச்சி - 621306. [1101, 1435, 1442, 1604]
article-column-3 [743, 185, 1096, 2389]
appointment-paragraph: துணை அமைப்பாளர்கள் - 1) எஸ்.சந்தர்ராஜன், இக்னேசுகோடின்சரிச்சி மற்றும் அஞ்சல், மருங்காபுரி தாலுகா, திருச்சி மாவட்டம். 2) பாலசுப்ரமணி, செவல்பட்டி மற்றும் அஞ்சல், மருங்காபுரி தாலுகா, திருச்சி [748, 2315, 1089, 2389]
section-heading: மணப்பாறை ஒன்றியம் [832, 1811, 1005, 1831]
appointment-paragraph: துணை அமைப்பாளர்கள் - 1) சு.ஸ்ரீராமகுமார், வையம்பட்டியபாலம், மணப்பாறை தாலுகா, திருச்சி மாவட்டம். 2) ஜெ.கவிஞர், அரசுரிமைப்பாளையம், பூசாரிப்பட்டி அஞ்சல், மதுச்ச்பட்டி வழி, திருச்சி மாவட்டம். 3) ச.பாக்கியராஜ், கருமகவுண்டன்பட்டி மற்றும் அஞ்சல், மதுச்சப்பட்டி வழி, திருச்சி மாவட்டம். 4) ரா.கோகுல கிருஷ்ணன், வெள்ளப்பட்டி, தவளைவீரன்பட்டி அஞ்சல், மணப்பாறை வட்டம், திருச்சி மாவட்டம் 5) ரீத்தாமேரி, அதிகாரிப்பட்டி, வி.பெரியப்பட்டி அஞ்சல், மணப்பாறை வட்டம், திருச்சி மாவட்டம். [1101, 679, 1442, 868]
appointment-paragraph: துணை அமைப்பாளர்கள் - 1) கே.மாரி கிருஷ்ணன், 16/48, பெரிய சௌக், திருச்சி - 02. 2) எம்.வி.ஹரி, 3/39/1, 3வது மாடி, ராகினி இல்லம், காவேரி நகர், மேலசிந்தாமணி, திருச்சி - 02 3) எஸ்.அப்துல் லத்தீப், 25/ஜே, நத்தர்ஷா பள்ளிவாசல், மதுரை ரோடு, திருச்சி - 08. 4) பி.கோபி கிருஷ்ணன், 35ஈ, காந்தி மார்க்கெட் பின்புறம், திருச்சி - 02 5) எம்.சங்கரன் பிள்ளை ரோடு, திருச்சி - 02. 5) வி.யோகவடீக்கோர் (எ) மீனாட்சி, 11/33, வெண்ணை தெரு, சிந்தாமணி, திருச்சி - 02. [1101, 2019, 1442, 2189]
section-heading: மெய்யனூர் பகுதி [852, 837, 985, 856]
appointment-paragraph: துணை அமைப்பாளர்கள் - 1) எஸ்.ஸ்ரீ அஷ்வின், 2வது வார்டு, அக்ரஹாரம் வைத்தீஸ்வரன் கோவில், ஓமலூர், சேலம் மாவட்டம் - 636455. 2) சி.மௌலி, 58/12, நேரு நகர், ஓமலூர் வட்டம், சேலம் 3) ரா.அரவிந்தராஜ் 173/19ஏ, 13வது வார்டு, காமராஜ் நகர், ஓமலூர், சேலம். 4) அ.மேகநாதன் 39-1, அக்ரஹாரம், ஓமலூர், சேலம் 5) வே.மணிகண்டன் 164/11, அம்மன் நகர், ஓமலூர், சேலம் 6) கௌ.சாய்நிர்மல் 76-8, ஆர்.கே.நகர், ஓமலூர், சேலம். 7) டி.தியாகேஸ்வரி 12/214, காமராஜர் நகர், ஓமலூர், சேலம் - 636455. [43, 1799, 383, 1989]
appointment-paragraph: துணை அமைப்பாளர்கள் - 1) மு.குமரேசன் 3/147 நேருநகர், கேஆர்.தோப்பூர், டி.கோணகபாடி, ஓமலூர் வட்டம், சேலம். 2) மு.ராஜ்கமல் 3/22 கஸ்பாபுதூர், அமரகுந்தி, ஓமலூர்வட்டம், சேலம். 3) பெ.பத்மநாபன், பாலிக்காடு, இராமிரெட்டிப்பட்டி, ஓமலூர் வட்டம், சேலம். 4) ம.தமிழ்செல்வன் 6/131, எம்.ஒலைப்பட்டி, மானத்தாள் ஓமலூர் வட்டம், சேலம். 5) ஜி.விக்னேஷ் சின்னகுட்டியனூர், மல்லிகுட்டை, ஓமலூர், சேலம். 6) சி.ராஜராஜன் மல்லாங்காடு, பவளத்தானூர், டி.கோணகாபாடி, சேலம் 7) செ.பிரபாஹரன் ராசானூர், அமரகுந்தி, ஓமலூர் வட்டம், சேலம். [43, 983, 383, 1192]
appointment-paragraph: துணை அமைப்பாளர்கள் - 1) ஆர்.கோபி 137/ஏ, அந்தோணிபுரம், சூரமங்கலம், சேலம்.05 2) எஸ்.விஸ்வநாதன் 122, பெரியார் தெரு, பழைய சூரமங்கலம், சேலம்.05 3) பி.விஜய்ராஜ் 99, கலைஞர் தெரு, பேரமநாயக்கன்பட்டி, சூரமங்கலம், சேலம் - 054 அஜீத்குமார் 95 - 1, கிளாகாடு, மாமாங்கம், சேலம் - 05 5) த.சார்த் குமார் 204/243 பெரியார் தெரு பழைய சூரமங்கலம் சேலம் - 05 6) பிரியாசன் 167, முத்தமிழ்நகர், ஆண்டிப்பட்டி, சேலம் - 05 7) பி.அஜித் குமார் 95/1, குடும்பவன் தெரு, சேலம் - 05. [748, 640, 1089, 829]
masthead [37, 46, 1448, 104]
appointment-paragraph: அமைப்பாளர் - எம்.பெரியண்ணன் 8/141, பெரிய மாரியம்மன் கோவில் தெரு, தொளசம்பட்டி அஞ்சல், ஓமலூர் வட்டம், சேலம். [43, 352, 383, 407]
section-heading: குகை பகுதி [875, 344, 962, 364]
